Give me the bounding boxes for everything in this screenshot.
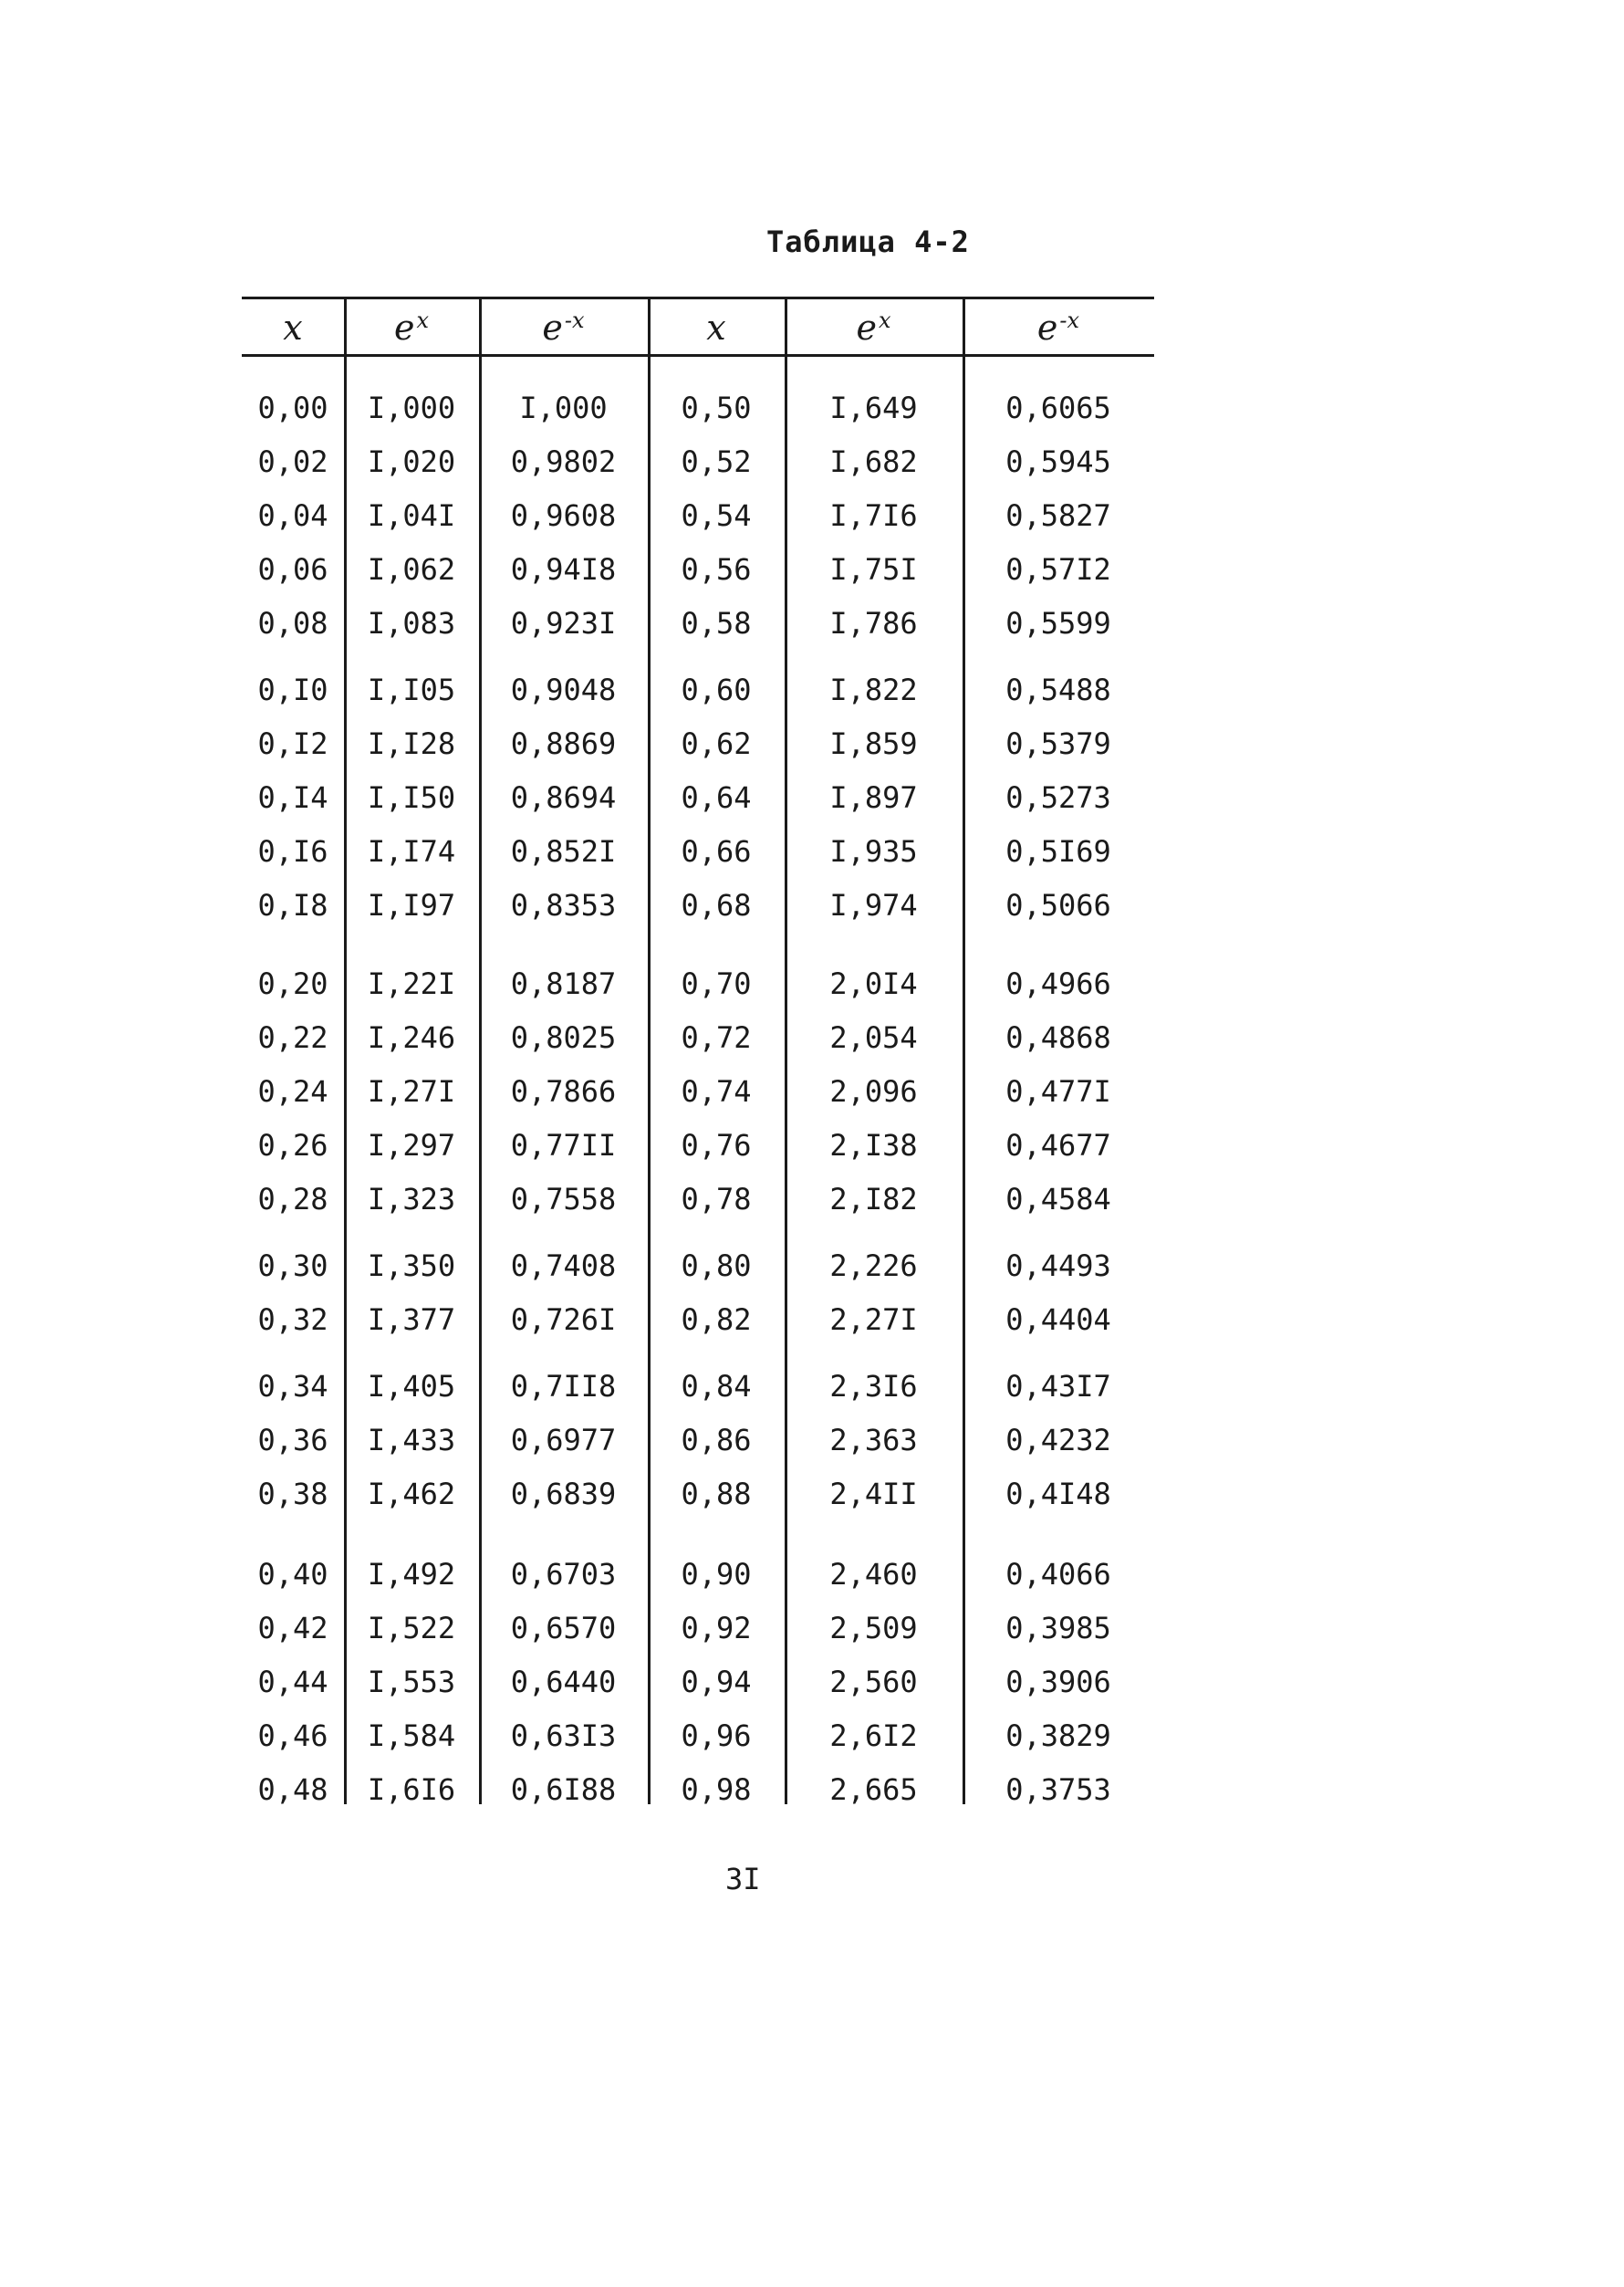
- table-cell: 0,90: [681, 1557, 752, 1592]
- table-cell: I,I97: [367, 888, 456, 923]
- table-cell: 0,48: [257, 1772, 328, 1807]
- table-cell: 0,30: [257, 1248, 328, 1283]
- table-cell: I,I05: [367, 673, 456, 707]
- table-cell: 0,8025: [510, 1020, 617, 1055]
- table-cell: 0,70: [681, 966, 752, 1001]
- column-header-base: e: [856, 308, 877, 348]
- table-cell: 0,78: [681, 1182, 752, 1217]
- table-cell: 0,7866: [510, 1074, 617, 1109]
- table-cell: 0,42: [257, 1611, 328, 1645]
- table-cell: 0,36: [257, 1423, 328, 1457]
- table-cell: 0,7II8: [510, 1369, 617, 1404]
- column-header-base: e: [542, 308, 563, 348]
- table-cell: I,522: [367, 1611, 456, 1645]
- table-cell: I,062: [367, 552, 456, 587]
- table-cell: 2,3I6: [829, 1369, 918, 1404]
- table-cell: 0,4066: [1005, 1557, 1111, 1592]
- table-cell: 0,57I2: [1005, 552, 1111, 587]
- table-cell: 0,8694: [510, 780, 617, 815]
- table-cell: 0,6I88: [510, 1772, 617, 1807]
- table-cell: 0,4868: [1005, 1020, 1111, 1055]
- table-cell: 0,82: [681, 1302, 752, 1337]
- table-cell: I,I28: [367, 726, 456, 761]
- table-cell: 2,560: [829, 1665, 918, 1699]
- table-cell: 0,94: [681, 1665, 752, 1699]
- table-cell: 2,4II: [829, 1477, 918, 1511]
- table-header-rule: [242, 354, 1154, 357]
- table-cell: 2,226: [829, 1248, 918, 1283]
- table-cell: 0,96: [681, 1718, 752, 1753]
- table-cell: I,974: [829, 888, 918, 923]
- column-header-base: e: [1036, 308, 1058, 348]
- table-cell: 0,54: [681, 498, 752, 533]
- column-header: [648, 302, 785, 353]
- table-cell: 2,509: [829, 1611, 918, 1645]
- table-cell: I,I74: [367, 834, 456, 869]
- table-cell: 0,I2: [257, 726, 328, 761]
- table-cell: I,7I6: [829, 498, 918, 533]
- table-cell: 0,I4: [257, 780, 328, 815]
- table-cell: 0,5827: [1005, 498, 1111, 533]
- table-cell: I,433: [367, 1423, 456, 1457]
- table-cell: 0,63I3: [510, 1718, 617, 1753]
- column-header-base: x: [283, 308, 303, 348]
- table-cell: 0,4966: [1005, 966, 1111, 1001]
- table-cell: 0,7558: [510, 1182, 617, 1217]
- table-cell: I,323: [367, 1182, 456, 1217]
- table-cell: 0,6703: [510, 1557, 617, 1592]
- table-cell: 0,3753: [1005, 1772, 1111, 1807]
- table-cell: 0,5I69: [1005, 834, 1111, 869]
- table-cell: I,584: [367, 1718, 456, 1753]
- table-cell: 0,9802: [510, 444, 617, 479]
- table-cell: 0,92: [681, 1611, 752, 1645]
- table-cell: 0,5273: [1005, 780, 1111, 815]
- column-header: [242, 302, 344, 353]
- table-cell: 0,6440: [510, 1665, 617, 1699]
- table-cell: 0,98: [681, 1772, 752, 1807]
- table-cell: 2,054: [829, 1020, 918, 1055]
- table-cell: 0,02: [257, 444, 328, 479]
- table-cell: I,897: [829, 780, 918, 815]
- table-cell: I,I50: [367, 780, 456, 815]
- table-cell: 0,I8: [257, 888, 328, 923]
- page-number: 3I: [725, 1862, 761, 1896]
- table-cell: I,492: [367, 1557, 456, 1592]
- table-cell: 0,852I: [510, 834, 617, 869]
- table-cell: 0,I6: [257, 834, 328, 869]
- table-cell: I,297: [367, 1128, 456, 1163]
- table-cell: 2,665: [829, 1772, 918, 1807]
- table-cell: 0,43I7: [1005, 1369, 1111, 1404]
- table-cell: I,6I6: [367, 1772, 456, 1807]
- table-cell: 0,68: [681, 888, 752, 923]
- table-cell: 2,27I: [829, 1302, 918, 1337]
- table-caption: Таблица 4-2: [766, 225, 970, 259]
- table-cell: I,083: [367, 606, 456, 641]
- table-cell: I,935: [829, 834, 918, 869]
- column-header: [479, 302, 648, 353]
- table-cell: 0,66: [681, 834, 752, 869]
- column-header-base: x: [706, 308, 726, 348]
- table-cell: 0,52: [681, 444, 752, 479]
- table-cell: 0,86: [681, 1423, 752, 1457]
- table-cell: 0,5066: [1005, 888, 1111, 923]
- table-cell: 0,7408: [510, 1248, 617, 1283]
- table-cell: 2,460: [829, 1557, 918, 1592]
- table-top-rule: [242, 297, 1154, 299]
- table-cell: I,350: [367, 1248, 456, 1283]
- table-cell: 0,4232: [1005, 1423, 1111, 1457]
- table-cell: 0,3906: [1005, 1665, 1111, 1699]
- table-cell: 0,00: [257, 391, 328, 425]
- column-header-exponent: -x: [564, 308, 585, 333]
- table-cell: 0,6570: [510, 1611, 617, 1645]
- table-cell: I,000: [519, 391, 608, 425]
- table-cell: 0,4404: [1005, 1302, 1111, 1337]
- table-cell: I,822: [829, 673, 918, 707]
- table-cell: I,27I: [367, 1074, 456, 1109]
- table-cell: I,22I: [367, 966, 456, 1001]
- table-cell: 0,94I8: [510, 552, 617, 587]
- table-cell: 0,6065: [1005, 391, 1111, 425]
- table-cell: I,462: [367, 1477, 456, 1511]
- table-cell: I,000: [367, 391, 456, 425]
- table-cell: 0,76: [681, 1128, 752, 1163]
- table-cell: 0,62: [681, 726, 752, 761]
- table-cell: 0,923I: [510, 606, 617, 641]
- table-cell: 0,46: [257, 1718, 328, 1753]
- table-cell: 0,4677: [1005, 1128, 1111, 1163]
- table-cell: I,75I: [829, 552, 918, 587]
- table-cell: I,04I: [367, 498, 456, 533]
- table-cell: 2,096: [829, 1074, 918, 1109]
- table-cell: 0,44: [257, 1665, 328, 1699]
- table-cell: 0,5379: [1005, 726, 1111, 761]
- table-cell: 0,32: [257, 1302, 328, 1337]
- table-cell: 0,28: [257, 1182, 328, 1217]
- table-cell: 0,6977: [510, 1423, 617, 1457]
- table-cell: 0,04: [257, 498, 328, 533]
- table-cell: 0,4493: [1005, 1248, 1111, 1283]
- column-header: [785, 302, 963, 353]
- table-cell: 2,363: [829, 1423, 918, 1457]
- table-cell: 0,5945: [1005, 444, 1111, 479]
- table-cell: 0,5599: [1005, 606, 1111, 641]
- table-cell: 0,8353: [510, 888, 617, 923]
- table-cell: I,246: [367, 1020, 456, 1055]
- table-cell: 0,40: [257, 1557, 328, 1592]
- table-cell: 0,56: [681, 552, 752, 587]
- table-cell: I,786: [829, 606, 918, 641]
- table-cell: I,405: [367, 1369, 456, 1404]
- table-cell: 0,6839: [510, 1477, 617, 1511]
- table-cell: I,859: [829, 726, 918, 761]
- table-cell: 0,26: [257, 1128, 328, 1163]
- table-cell: 0,3829: [1005, 1718, 1111, 1753]
- table-cell: I,553: [367, 1665, 456, 1699]
- table-cell: 0,726I: [510, 1302, 617, 1337]
- table-cell: I,020: [367, 444, 456, 479]
- table-cell: 2,I38: [829, 1128, 918, 1163]
- table-cell: 0,38: [257, 1477, 328, 1511]
- table-cell: 0,3985: [1005, 1611, 1111, 1645]
- table-cell: 0,34: [257, 1369, 328, 1404]
- column-header: [963, 302, 1154, 353]
- table-cell: 0,72: [681, 1020, 752, 1055]
- table-cell: I,377: [367, 1302, 456, 1337]
- column-header: [344, 302, 479, 353]
- table-cell: 0,64: [681, 780, 752, 815]
- table-cell: I,649: [829, 391, 918, 425]
- table-cell: 0,77II: [510, 1128, 617, 1163]
- table-cell: 0,08: [257, 606, 328, 641]
- table-cell: 0,58: [681, 606, 752, 641]
- table-cell: 0,4584: [1005, 1182, 1111, 1217]
- column-header-base: e: [393, 308, 415, 348]
- table-cell: 0,8869: [510, 726, 617, 761]
- table-cell: 0,4I48: [1005, 1477, 1111, 1511]
- table-cell: 2,6I2: [829, 1718, 918, 1753]
- table-cell: 0,74: [681, 1074, 752, 1109]
- table-cell: 0,9608: [510, 498, 617, 533]
- table-cell: 0,88: [681, 1477, 752, 1511]
- table-cell: 2,I82: [829, 1182, 918, 1217]
- column-header-exponent: x: [878, 308, 891, 333]
- column-header-exponent: x: [416, 308, 430, 333]
- table-cell: 0,20: [257, 966, 328, 1001]
- table-cell: 0,477I: [1005, 1074, 1111, 1109]
- table-cell: 0,5488: [1005, 673, 1111, 707]
- table-cell: I,682: [829, 444, 918, 479]
- table-cell: 0,22: [257, 1020, 328, 1055]
- table-cell: 0,84: [681, 1369, 752, 1404]
- table-cell: 0,9048: [510, 673, 617, 707]
- table-cell: 0,24: [257, 1074, 328, 1109]
- column-header-exponent: -x: [1059, 308, 1080, 333]
- table-cell: 0,60: [681, 673, 752, 707]
- table-cell: 0,80: [681, 1248, 752, 1283]
- table-cell: 0,50: [681, 391, 752, 425]
- table-cell: 0,06: [257, 552, 328, 587]
- table-cell: 2,0I4: [829, 966, 918, 1001]
- table-cell: 0,I0: [257, 673, 328, 707]
- table-cell: 0,8187: [510, 966, 617, 1001]
